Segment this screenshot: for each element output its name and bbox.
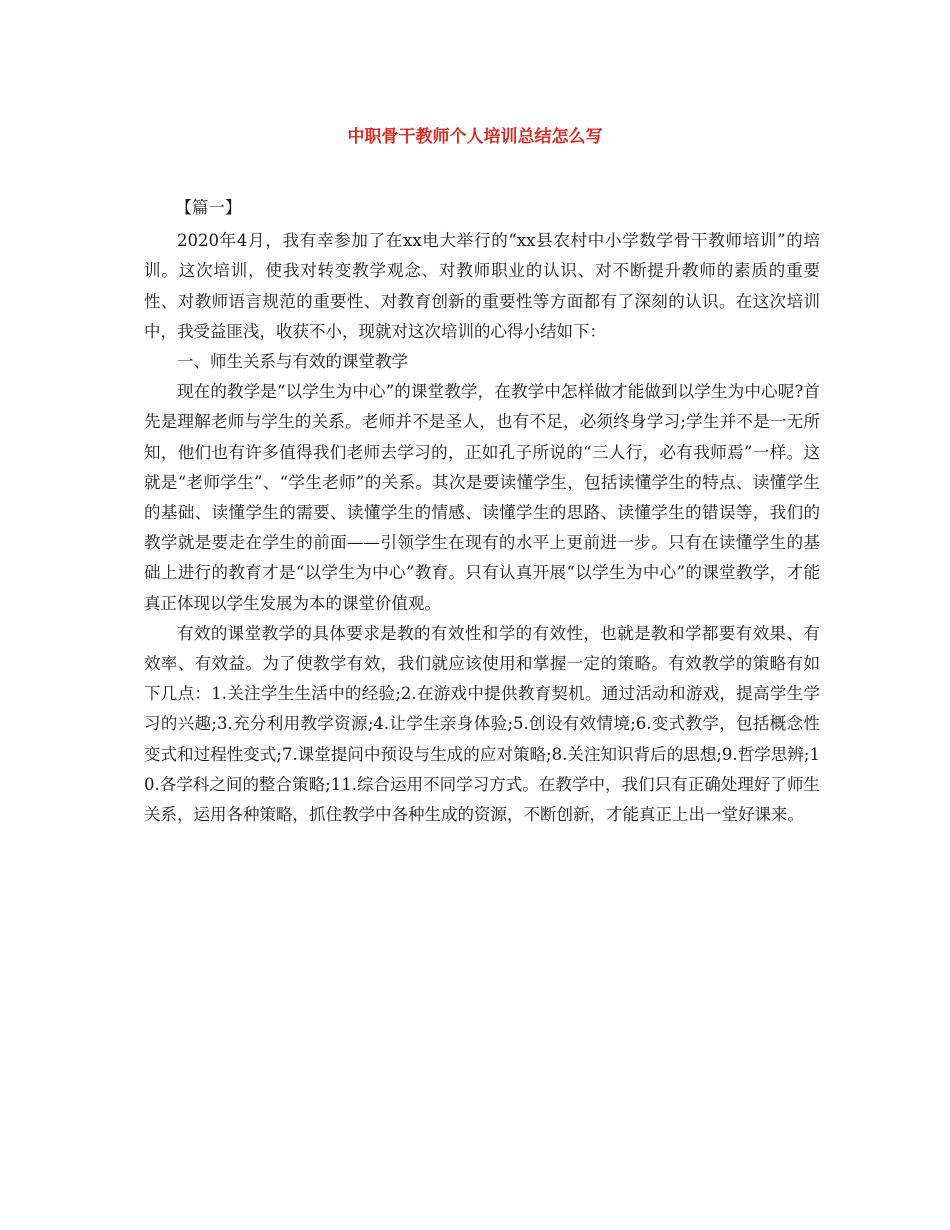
document-body <box>144 193 820 830</box>
paragraph-student-centered: 现在的教学是“以学生为中心”的课堂教学，在教学中怎样做才能做到以学生为中心呢?首先是理解老师与学生的关系。老师并不是圣人，也有不足，必须终身学习;学生并不是一无所知，他们也有许多值得我们老师去学习的，正如孔子所说的“三人行，必有我师焉”一样。这就是“老师学生”、“学生老师”的关系。其次是要读懂学生，包括读懂学生的特点、读懂学生的基础、读懂学生的需要、读懂学生的情感、读懂学生的思路、读懂学生的错误等，我们的教学就是要走在学生的前面——引领学生在现有的水平上更前进一步。只有在读懂学生的基础上进行的教育才是“以学生为中心”教育。只有认真开展“以学生为中心”的课堂教学，才能真正体现以学生发展为本的课堂价值观。 <box>144 382 820 613</box>
document-title: 中职骨干教师个人培训总结怎么写 <box>347 127 603 147</box>
section-label: 【篇一】 <box>175 198 242 217</box>
paragraph-effective-teaching: 有效的课堂教学的具体要求是教的有效性和学的有效性，也就是教和学都要有效果、有效率、有效益。为了使教学有效，我们就应该使用和掌握一定的策略。有效教学的策略有如下几点：1.关注学生生活中的经验;2.在游戏中提供教育契机。通过活动和游戏，提高学生学习的兴趣;3.充分利用教学资源;4.让学生亲身体验;5.创设有效情境;6.变式教学，包括概念性变式和过程性变式;7.课堂提问中预设与生成的应对策略;8.关注知识背后的思想;9.哲学思辨;10.各学科之间的整合策略;11.综合运用不同学习方式。在教学中，我们只有正确处理好了师生关系，运用各种策略，抓住教学中各种生成的资源，不断创新，才能真正上出一堂好课来。 <box>144 623 820 825</box>
paragraph-intro: 2020年4月，我有幸参加了在xx电大举行的“xx县农村中小学数学骨干教师培训”的培训。这次培训，使我对转变教学观念、对教师职业的认识、对不断提升教师的素质的重要性、对教师语言规范的重要性、对教育创新的重要性等方面都有了深刻的认识。在这次培训中，我受益匪浅，收获不小，现就对这次培训的心得小结如下： <box>144 231 820 341</box>
section-heading: 一、师生关系与有效的课堂教学 <box>177 352 408 372</box>
